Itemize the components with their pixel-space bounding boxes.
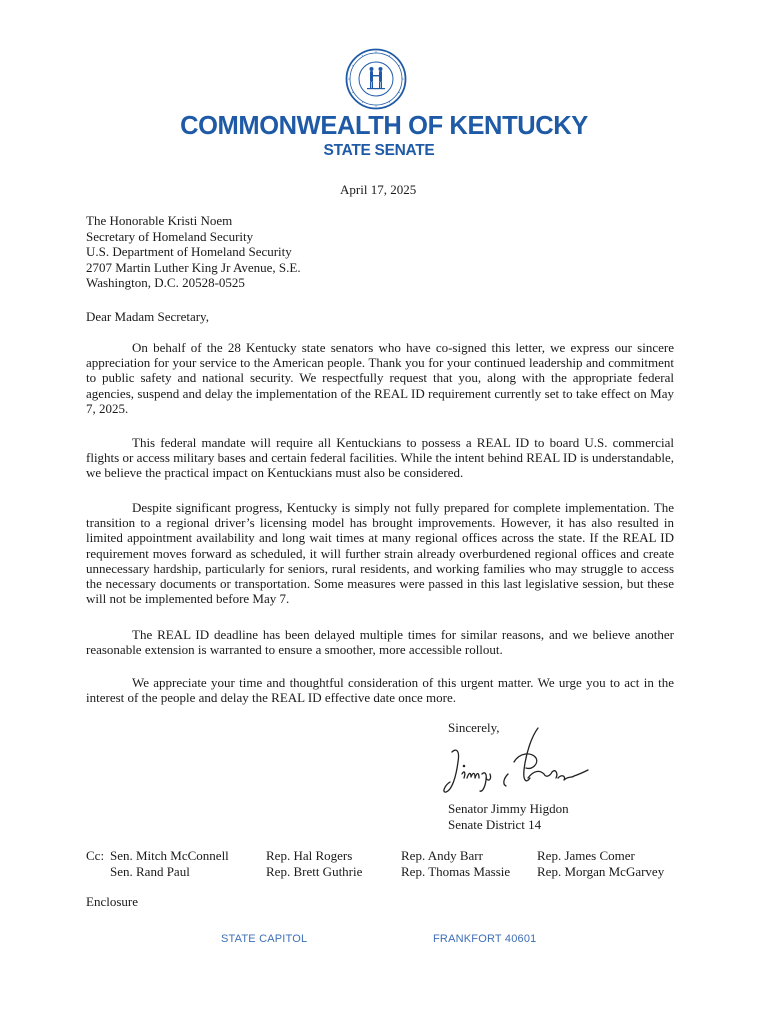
footer-address-right: FRANKFORT 40601 xyxy=(433,933,537,945)
recipient-line: 2707 Martin Luther King Jr Avenue, S.E. xyxy=(86,259,301,275)
kentucky-seal-icon xyxy=(345,48,407,110)
body-paragraph: Despite significant progress, Kentucky is simply not fully prepared for complete implementation. The transition to a regional driver’s licensing model has brought improvements. However, it has also resulted in limited appointment availability and long wait times at many regional offices across the state. If the REAL ID requirement moves forward as scheduled, it will further strain already overburdened regional offices and create unnecessary hardship, particularly for seniors, rural residents, and working families who may struggle to access the necessary documents or transportation. Some measures were passed in this last legislative session, but these will not be implemented before May 7. xyxy=(86,500,674,607)
cc-recipient: Rep. Thomas Massie xyxy=(401,863,511,879)
cc-column xyxy=(266,848,362,879)
enclosure-note: Enclosure xyxy=(86,894,138,909)
body-paragraph: On behalf of the 28 Kentucky state senators who have co-signed this letter, we express our sincere appreciation for your service to the American people. Thank you for your continued leadership and commitment to public safety and national security. We respectfully request that you, along with the appropriate federal agencies, suspend and delay the implementation of the REAL ID requirement currently set to take effect on May 7, 2025. xyxy=(86,340,674,416)
cc-column xyxy=(110,848,229,879)
recipient-line: The Honorable Kristi Noem xyxy=(86,213,233,228)
cc-recipient: Rep. James Comer xyxy=(537,848,635,863)
salutation: Dear Madam Secretary, xyxy=(86,309,209,324)
body-paragraph: We appreciate your time and thoughtful consideration of this urgent matter. We urge you to act in the interest of the people and delay the REAL ID effective date once more. xyxy=(86,675,674,706)
sender-district: Senate District 14 xyxy=(448,816,542,832)
recipient-line: Washington, D.C. 20528-0525 xyxy=(86,275,245,290)
footer-address-left: STATE CAPITOL xyxy=(221,933,308,945)
cc-recipient: Sen. Rand Paul xyxy=(110,863,190,879)
letterhead-title: COMMONWEALTH OF KENTUCKY xyxy=(180,112,588,140)
recipient-line: U.S. Department of Homeland Security xyxy=(86,244,292,259)
cc-recipient: Sen. Mitch McConnell xyxy=(110,848,229,863)
cc-column xyxy=(537,848,664,879)
body-paragraph: This federal mandate will require all Kentuckians to possess a REAL ID to board U.S. commercial flights or access military bases and certain federal facilities. While the intent behind REAL ID is understandable, we believe the practical impact on Kentuckians must also be considered. xyxy=(86,435,674,481)
body-paragraph: The REAL ID deadline has been delayed multiple times for similar reasons, and we believe another reasonable extension is warranted to ensure a smoother, more accessible rollout. xyxy=(86,627,674,658)
handwritten-signature xyxy=(440,722,590,802)
recipient-address xyxy=(86,213,301,291)
letter-date: April 17, 2025 xyxy=(340,182,417,197)
cc-recipient: Rep. Morgan McGarvey xyxy=(537,863,665,879)
cc-recipient: Rep. Andy Barr xyxy=(401,848,483,863)
cc-recipient: Rep. Brett Guthrie xyxy=(266,863,363,879)
recipient-line: Secretary of Homeland Security xyxy=(86,228,254,244)
letterhead-subtitle: STATE SENATE xyxy=(323,142,435,159)
sender-name: Senator Jimmy Higdon xyxy=(448,801,569,816)
cc-recipient: Rep. Hal Rogers xyxy=(266,848,353,863)
closing: Sincerely, xyxy=(448,720,500,735)
sender-block xyxy=(448,801,569,832)
cc-label: Cc: xyxy=(86,848,105,863)
cc-column xyxy=(401,848,510,879)
